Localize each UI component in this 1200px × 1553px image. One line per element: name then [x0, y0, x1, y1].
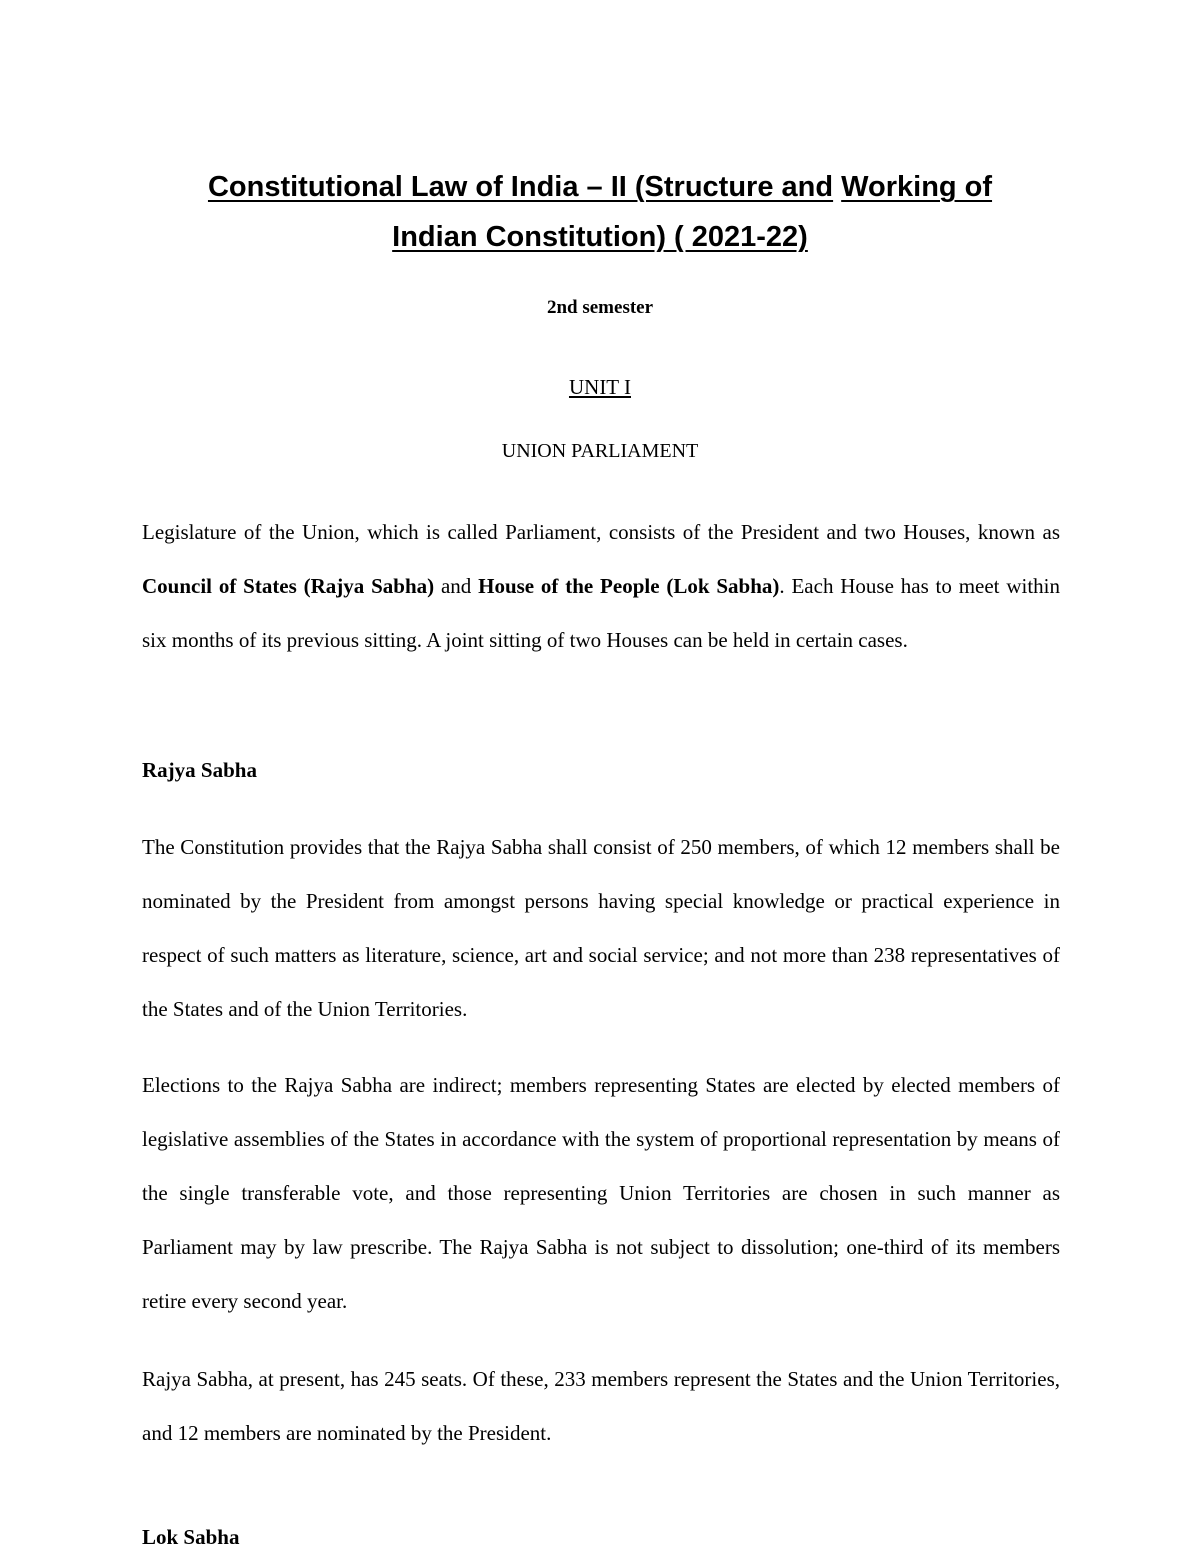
unit-heading: UNIT I [568, 375, 631, 399]
rajya-sabha-heading: Rajya Sabha [142, 758, 257, 782]
intro-text-2: and [434, 574, 479, 598]
title-line2: Indian Constitution) ( 2021-22) [392, 221, 808, 253]
lok-sabha-heading: Lok Sabha [142, 1525, 240, 1549]
house-of-people-term: House of the People (Lok Sabha) [478, 574, 780, 598]
intro-paragraph [142, 505, 1060, 667]
intro-text-3: . Each House has to meet within six months of its previous sitting. A joint sitting of two Houses can be held in certain cases. [142, 574, 1061, 652]
rajya-sabha-paragraph-3: Rajya Sabha, at present, has 245 seats. Of these, 233 members represent the States and the Union Territories, and 12 members are nominated by the President. [142, 1367, 1060, 1445]
rajya-sabha-paragraph-2: Elections to the Rajya Sabha are indirect; members representing States are elected by elected members of legislative assemblies of the States in accordance with the system of proportional representation by means of the single transferable vote, and those representing Union Territories are chosen in such manner as Parliament may by law prescribe. The Rajya Sabha is not subject to dissolution; one-third of its members retire every second year. [142, 1073, 1060, 1313]
title-line1-part-b: Working of [841, 171, 993, 203]
council-of-states-term: Council of States (Rajya Sabha) [142, 574, 435, 598]
title-line1-part-a: Constitutional Law of India – II (Structure and [207, 171, 834, 203]
rajya-sabha-paragraph-1: The Constitution provides that the Rajya Sabha shall consist of 250 members, of which 12 members shall be nominated by the President from amongst persons having special knowledge or practical experience in respect of such matters as literature, science, art and social service; and not more than 238 representatives of the States and of the Union Territories. [142, 835, 1060, 1021]
semester-label: 2nd semester [546, 297, 654, 318]
section-title: UNION PARLIAMENT [501, 440, 699, 462]
document-title [140, 162, 1060, 262]
intro-text-1: Legislature of the Union, which is called Parliament, consists of the President and two Houses, known as [142, 520, 1060, 544]
